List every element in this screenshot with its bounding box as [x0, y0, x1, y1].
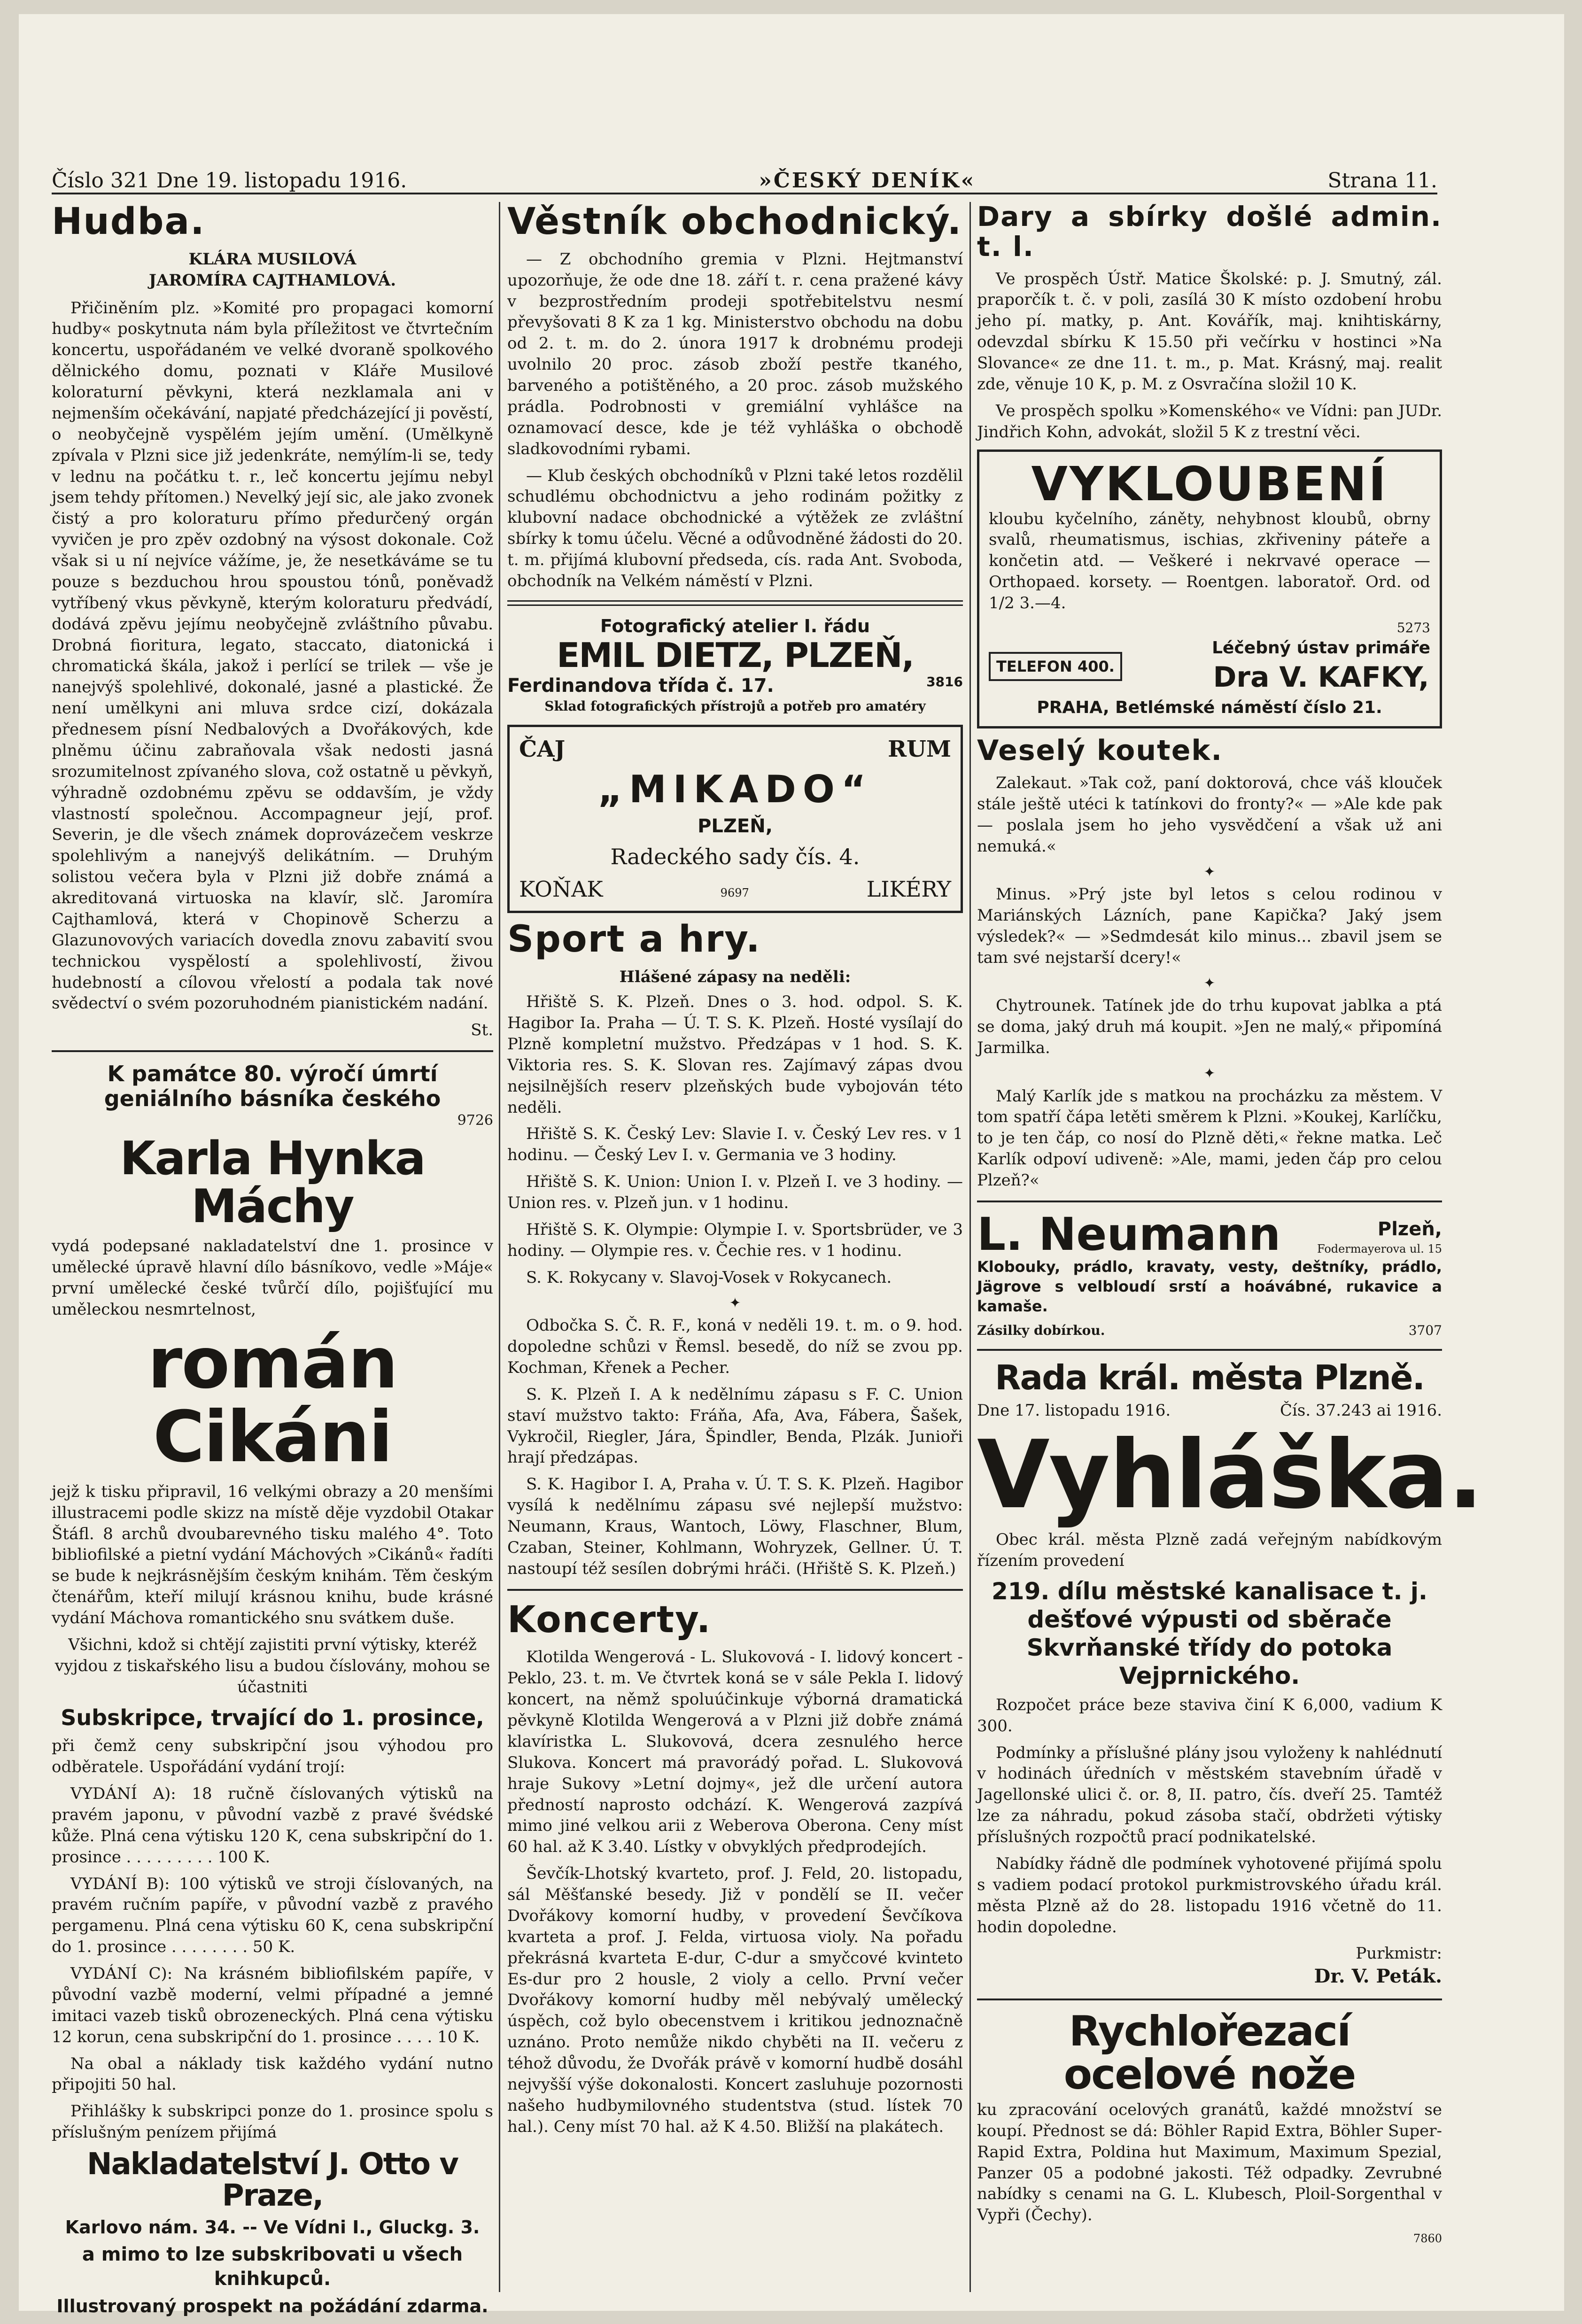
notice-signature-label: Purkmistr:	[1356, 1944, 1442, 1963]
notice-text: Nabídky řádně dle podmínek vyhotovené přijímá spolu s vadiem podací protokol purkmistrovského úřadu král. města Plzně až do 28. listopadu 1916 včetně do 11. hodin dopoledne.	[977, 1854, 1442, 1937]
separator-star: ✦	[1203, 975, 1216, 992]
ad-dietz-sklad: Sklad fotografických přístrojů a potřeb pro amatéry	[544, 698, 926, 714]
column-1	[52, 201, 493, 2317]
ad-lecebny: Léčebný ústav primáře	[1212, 638, 1430, 658]
ad-neumann-zasilky: Zásilky dobírkou.	[977, 1322, 1105, 1338]
ad-telefon: TELEFON 400.	[989, 652, 1122, 681]
ad-number: 3707	[1408, 1322, 1442, 1338]
publisher-address: Karlovo nám. 34. -- Ve Vídni I., Gluckg. 3.	[65, 2217, 480, 2238]
publisher-note: a mimo to lze subskribovati u všech knihkupců.	[82, 2243, 463, 2290]
ad-mikado-likery: LIKÉRY	[866, 876, 951, 902]
ad-text: při čemž ceny subskripční jsou výhodou pro odběratele. Uspořádání vydání trojí:	[52, 1736, 493, 1777]
ad-noze-text: ku zpracování ocelových granátů, každé množství se koupí. Přednost se dá: Böhler Rapid Extra, Böhler Super-Rapid Extra, Poldina hut Maximum, Maximum Spezial, Panzer 05 a podobné jakosti. Též odpadky. Zevrubné nabídky s cenami na G. L. Klubesch, Ploil-Sorgenthal v Vypři (Čechy).	[977, 2100, 1442, 2225]
ad-neumann-city: Plzeň,	[1377, 1218, 1442, 1240]
ad-neumann-name: L. Neumann	[977, 1208, 1281, 1261]
divider	[977, 1201, 1442, 1202]
publisher-prospect: Illustrovaný prospekt na požádání zdarma.	[56, 2296, 489, 2317]
ad-number: 3816	[926, 674, 963, 689]
joke: Malý Karlík jde s matkou na procházku za městem. V tom spatří čápa letěti směrem k Plzni. »Koukej, Karlíčku, to je ten čáp, co nosí do Plzně děti,« řekne matka. Leč Karlík odpoví udiveně: »Ale, mami, jeden čáp pro celou Plzeň?«	[977, 1086, 1442, 1190]
ad-dietz-address: Ferdinandova třída č. 17.	[507, 674, 774, 697]
notice-subject: 219. dílu městské kanalisace t. j. dešťové výpusti od sběrače Skvrňanské třídy do potoka Vejprnického.	[991, 1577, 1427, 1689]
ad-kafky-address: PRAHA, Betlémské náměstí číslo 21.	[1037, 697, 1382, 717]
page-number: Strana 11.	[1327, 169, 1437, 193]
edition-b: VYDÁNÍ B): 100 výtisků ve stroji číslovaných, na pravém ručním papíře, v původní vazbě z pravého pergamenu. Plná cena výtisku 60 K, cena subskripční do 1. prosince . . . . . . . . 50 K.	[52, 1874, 493, 1957]
notice-text: Rozpočet práce beze staviva činí K 6,000, vadium K 300.	[977, 1695, 1442, 1735]
ad-author-name: Karla Hynka Máchy	[120, 1131, 425, 1234]
newspaper-page	[19, 14, 1564, 2317]
divider	[507, 1589, 963, 1591]
edition-note: Na obal a náklady tisk každého vydání nutno připojiti 50 hal.	[52, 2054, 493, 2094]
section-title-hudba: Hudba.	[52, 201, 205, 243]
section-title-vestnik: Věstník obchodnický.	[507, 201, 962, 243]
joke: Chytrounek. Tatínek jde do trhu kupovat jablka a ptá se doma, jaký druh má koupit. »Jen ne malý,« připomíná Jarmilka.	[977, 996, 1442, 1058]
ad-kafky-name: Dra V. KAFKY,	[1213, 661, 1429, 694]
page-header	[52, 155, 1437, 194]
artist-name: KLÁRA MUSILOVÁ	[188, 249, 357, 269]
section-title-dary: Dary a sbírky došlé admin. t. l.	[977, 201, 1442, 263]
ad-text: jejž k tisku připravil, 16 velkými obrazy a 20 menšími illustracemi podle skizz na místě děje vyzdobil Otakar Štáfl. 8 archů dvoubarevného tisku malého 4°. Toto bibliofilské a pietní vydání Máchových »Cikánů« řadíti se bude k nejkrásnějším českým knihám. Těm českým čtenářům, kteří milují krásnou knihu, bude krásné vydání Máchova romantického snu svátkem duše.	[52, 1482, 493, 1628]
ad-mikado-caj: ČAJ	[519, 736, 566, 763]
edition-c: VYDÁNÍ C): Na krásném bibliofilském papíře, v původní vazbě moderní, velmi případné a jemné imitaci vazeb tisků obrozeneckých. Plná cena výtisku 12 korun, cena subskripční do 1. prosince . . . . 10 K.	[52, 1964, 493, 2046]
section-title-vesely: Veselý koutek.	[977, 734, 1223, 767]
ad-dietz-top: Fotografický atelier I. řádu	[600, 615, 870, 636]
ad-mikado-rum: RUM	[888, 736, 951, 763]
issue-date: Číslo 321 Dne 19. listopadu 1916.	[52, 169, 407, 193]
ad-mikado-city: PLZEŇ,	[698, 815, 773, 837]
notice-number: Čís. 37.243 ai 1916.	[1280, 1401, 1442, 1420]
joke: Zalekaut. »Tak což, paní doktorová, chce váš klouček stále ještě utéci k tatínkovi do fronty?« — »Ale kde pak — poslala jsem ho jeho vysvědčení a však už ani nemuká.«	[977, 774, 1442, 856]
notice-date: Dne 17. listopadu 1916.	[977, 1401, 1171, 1420]
notice-signature-name: Dr. V. Peták.	[1314, 1965, 1442, 1988]
ad-neumann-address: Fodermayerova ul. 15	[1317, 1242, 1442, 1256]
ad-book-title: román Cikáni	[147, 1322, 397, 1479]
article-text: — Klub českých obchodníků v Plzni také letos rozdělil schudlému obchodnictvu a jeho rodinám požitky z klubovní nadace obchodnické a výtěžek ze zvláštní sbírky k tomu účelu. Věcné a odůvodněné žádosti do 20. t. m. přijímá klubovní předseda, cís. rada Ant. Svoboda, obchodník na Velkém náměstí v Plzni.	[507, 466, 963, 590]
artist-name: JAROMÍRA CAJTHAMLOVÁ.	[148, 271, 396, 290]
ad-mikado-konak: KOŇAK	[519, 876, 603, 902]
ad-text: kloubu kyčelního, záněty, nehybnost kloubů, obrny svalů, rheumatismus, ischias, zkřiveniny páteře a končetin atd. — Veškeré i nekrvavé operace — Orthopaed. korsety. — Roentgen. laboratoř. Ord. od 1/2 3.—4.	[989, 509, 1430, 613]
column-rule	[969, 202, 971, 2292]
ad-dietz-name: EMIL DIETZ, PLZEŇ,	[557, 635, 914, 675]
concert-item: Klotilda Wengerová - L. Slukovová - I. lidový koncert - Peklo, 23. t. m. Ve čtvrtek koná se v sále Pekla I. lidový koncert, na němž spoluúčinkuje výborná dramatická pěvkyně Klotilda Wengerová a v Plzni již dobře známá klavíristka L. Slukovová, dcera zesnulého herce Slukova. Koncert má pravorádý pořad. L. Slukovová hraje Sukovy »Letní dojmy«, jež dle určení autora předností naprosto odchází. K. Wengerová zazpívá mimo jiné velkou arii z Weberova Oberona. Ceny míst 60 hal. až K 3.40. Lístky v obvyklých předprodejích.	[507, 1648, 963, 1857]
ad-noze-title: Rychlořezací ocelové nože	[1063, 2007, 1356, 2099]
concert-item: Ševčík-Lhotský kvarteto, prof. J. Feld, 20. listopadu, sál Měšťanské besedy. Již v pondělí se II. večer Dvořákovy komorní hudby, v provedení Ševčíkova kvarteta a prof. J. Felda, virtuosa violy. Na pořadu překrásná kvarteta E-dur, C-dur a smyčcové kvinteto Es-dur pro 2 housle, 2 violy a cello. První večer Dvořákovy komorní hudby měl nebývalý umělecký úspěch, což bylo obecenstvem i kritikou jednoznačně uznáno. Proto nemůže nikdo chyběti na II. večeru z téhož důvodu, že Dvořák právě v komorní hudbě dosáhl nejvyšší výše dokonalosti. Koncert zasluhuje pozornosti našeho hudbymilovného studentstva (stud. lístek 70 hal.). Ceny míst 70 hal. až K 4.50. Bližší na plakátech.	[507, 1864, 963, 2136]
ad-kafky	[977, 449, 1442, 729]
notice-issuer: Rada král. města Plzně.	[995, 1357, 1424, 1397]
ad-mikado-address: Radeckého sady čís. 4.	[610, 844, 860, 870]
notice-text: Obec král. města Plzně zadá veřejným nabídkovým řízením provedení	[977, 1530, 1442, 1570]
separator-star: ✦	[1203, 863, 1216, 880]
divider	[52, 1050, 493, 1052]
section-title-koncerty: Koncerty.	[507, 1598, 712, 1641]
column-3	[977, 201, 1483, 2301]
ad-number: 9726	[457, 1112, 493, 1129]
article-text: Přičiněním plz. »Komité pro propagaci komorní hudby« poskytnuta nám byla příležitost ve čtvrtečním koncertu, uspořádaném ve velké dvoraně spolkového dělnického domu, poznati v Kláře Musilové koloraturní pěvkyni, která nezklamala ani v nejmenším očekávání, napjaté předcházející ji pověstí, o neobyčejně vyspělém jejím umění. (Umělkyně zpívala v Plzni sice již jedenkráte, nemýlím-li se, tedy v lednu na počátku t. r., leč koncertu jejímu nebyl jsem tehdy přítomen.) Nevelký její sic, ale jako zvonek čistý a pro koloraturu přímo předurčený orgán vyvičen je pro zpěv ozdobný na výsost dokonale. Což však si u ní nejvíce vážíme, je, že nesetkáváme se tu pouze s bezduchou hrou spoustou tónů, poněvadž vytříbený vkus pěvkyně, kterým koloraturu předvádí, dodává zpěvu jejímu neobyčejně zvláštního půvabu. Drobná fioritura, legato, staccato, diatonická i chromatická škála, jakož i perlící se trilek — vše je nanejvýš spolehlivé, dokonalé, jasné a plastické. Že není umělkyni ani mluva srdce cizí, dokázala přednesem písní Nedbalových a Dvořákových, kde plněmu účinu zabraňovala však nedosti jasná srozumitelnost zpívaného slova, což ostatně u pěvkyň, výhradně ozdobnému zpěvu se oddavším, je vždy vlastností společnou. Accompagneur její, prof. Severin, je dle všech známek doprovázečem veskrze spolehlivým a nanejvýš delikátním. — Druhým solistou večera byla v Plzni již dobře známá a akreditovaná virtuoska na klavír, slč. Jaromíra Cajthamlová, která v Chopinově Scherzu a Glazunovových variacích dovedla znovu zabavití svou technickou vyspělostí a spolehlivostí, živou hudebností a cílovou vřelostí a podala tak nové svědectví o svém pozoruhodném pianistickém nadání.	[52, 298, 493, 1013]
divider	[507, 600, 963, 606]
sport-item: S. K. Plzeň I. A k nedělnímu zápasu s F. C. Union staví mužstvo takto: Fráňa, Afa, Ava, Fábera, Šašek, Vykročil, Riegler, Jára, Špindler, Benda, Plzák. Junioři hrají předzápas.	[507, 1385, 963, 1467]
sport-item: S. K. Rokycany v. Slavoj-Vosek v Rokycanech.	[526, 1268, 892, 1287]
article-text: — Z obchodního gremia v Plzni. Hejtmanství upozorňuje, že ode dne 18. září t. r. cena pražené kávy v bezprostředním prodeji spotřebitelstvu nesmí převyšovati 8 K za 1 kg. Ministerstvo obchodu na dobu od 2. t. m. do 2. února 1917 k drobnému prodeji uvolnilo 20 proc. zásob zboží pestře tkaného, barveného a potištěného, a 20 proc. zásob mužského prádla. Podrobnosti v gremiální vyhlášce na oznamovací desce, kde je též vyhláška o obchodě sladkovodními rybami.	[507, 249, 963, 458]
ad-number: 7860	[1413, 2232, 1442, 2246]
edition-a: VYDÁNÍ A): 18 ručně číslovaných výtisků na pravém japonu, v původní vazbě z pravé švédské kůže. Plná cena výtisku 120 K, cena subskripční do 1. prosince . . . . . . . . . 100 K.	[52, 1784, 493, 1867]
ad-number: 5273	[1396, 620, 1430, 635]
article-text: Ve prospěch spolku »Komenského« ve Vídni: pan JUDr. Jindřich Kohn, advokát, složil 5 K z trestní věci.	[977, 401, 1442, 442]
column-2	[507, 202, 963, 2301]
column-rule	[499, 202, 500, 2292]
sport-item: Odbočka S. Č. R. F., koná v neděli 19. t. m. o 9. hod. dopoledne schůzi v Řemsl. besedě, do níž se zvou pp. Kochman, Křenek a Pecher.	[507, 1316, 963, 1377]
sport-item: S. K. Hagibor I. A, Praha v. Ú. T. S. K. Plzeň. Hagibor vysílá k nedělnímu zápasu své nejlepší mužstvo: Neumann, Kraus, Wantoch, Löwy, Flaschner, Blum, Czaban, Steiner, Kohlmann, Wohryzek, Gellner. Ú. T. nastoupí též sesílen dobrými hráči. (Hřiště S. K. Plzeň.)	[507, 1475, 963, 1578]
sport-item: Hřiště S. K. Union: Union I. v. Plzeň I. ve 3 hodiny. — Union res. v. Plzeň jun. v 1 hodinu.	[507, 1172, 963, 1213]
notice-text: Podmínky a příslušné plány jsou vyloženy k nahlédnutí v hodinách úředních v městském stavebním úřadě v Jagellonské ulici č. or. 8, II. patro, čís. dveří 25. Tamtéž lze za náhradu, pokud zásoba stačí, obdržeti výtisky příslušných rozpočtů prací podnikatelské.	[977, 1743, 1442, 1847]
divider	[977, 1349, 1442, 1351]
ad-number: 9697	[720, 886, 749, 899]
publisher-name: Nakladatelství J. Otto v Praze,	[87, 2147, 458, 2214]
sport-item: Hřiště S. K. Plzeň. Dnes o 3. hod. odpol. S. K. Hagibor Ia. Praha — Ú. T. S. K. Plzeň. Hosté vysílají do Plzně kompletní mužstvo. Předzápas v 1 hod. S. K. Viktoria res. S. K. Slovan res. Zajímavý zápas dvou nejsilnějších reserv plzeňských bude vybojován této neděli.	[507, 992, 963, 1117]
ad-subscription-heading: Subskripce, trvající do 1. prosince,	[61, 1704, 484, 1730]
separator-star: ✦	[729, 1294, 741, 1311]
ad-dietz-address-row	[507, 674, 963, 698]
article-text: Ve prospěch Ústř. Matice Školské: p. J. Smutný, zál. praporčík t. č. v poli, zasílá 30 K místo ozdobení hrobu jeho pí. matky, p. Ant. Kovářík, maj. knihtiskárny, odevzdal sbírku K 15.50 při večírku v hostinci »Na Slovance« ze dne 11. t. m., p. Mat. Krásný, maj. realit zde, věnuje 10 K, p. M. z Osvračína složil 10 K.	[977, 269, 1442, 394]
ad-neumann-text: Klobouky, prádlo, kravaty, vesty, deštníky, prádlo, Jägrove s velbloudí srstí a hoávábné, rukavice a kamaše.	[977, 1257, 1442, 1316]
newspaper-title: »ČESKÝ DENÍK«	[759, 169, 976, 193]
joke: Minus. »Prý jste byl letos s celou rodinou v Mariánských Lázních, pane Kapička? Jaký jsem výsledek?« — »Sedmdesát kilo minus... zbavil jsem se tam své nejstarší dcery!«	[977, 885, 1442, 967]
ad-text: vydá podepsané nakladatelství dne 1. prosince v umělecké úpravě hlavní dílo básníkovo, vedle »Máje« první umělecké české tvůrčí dílo, pojišťující mu uměleckou nesmrtelnost,	[52, 1237, 493, 1319]
ad-text: Přihlášky k subskripci ponze do 1. prosince spolu s příslušným penízem přijímá	[52, 2102, 493, 2142]
divider	[977, 1999, 1442, 2000]
ad-text: Všichni, kdož si chtějí zajistiti první výtisky, kteréž vyjdou z tiskařského lisu a budou číslovány, mohou se účastniti	[54, 1635, 490, 1697]
sport-item: Hřiště S. K. Český Lev: Slavie I. v. Český Lev res. v 1 hodinu. — Český Lev I. v. Germania ve 3 hodiny.	[507, 1124, 963, 1165]
separator-star: ✦	[1203, 1065, 1216, 1082]
article-signature: St.	[471, 1021, 493, 1040]
ad-mikado-name: „MIKADO“	[597, 767, 873, 811]
section-subtitle: Hlášené zápasy na neděli:	[619, 968, 851, 987]
sport-item: Hřiště S. K. Olympie: Olympie I. v. Sportsbrüder, ve 3 hodiny. — Olympie res. v. Čechie res. v 1 hodinu.	[507, 1220, 963, 1260]
ad-mikado	[507, 725, 963, 913]
notice-title: Vyhláška.	[977, 1420, 1483, 1530]
section-title-sport: Sport a hry.	[507, 918, 761, 961]
ad-vyklouben: VYKLOUBENÍ	[1031, 456, 1388, 511]
ad-heading: K památce 80. výročí úmrtí geniálního básníka českého	[104, 1061, 441, 1112]
